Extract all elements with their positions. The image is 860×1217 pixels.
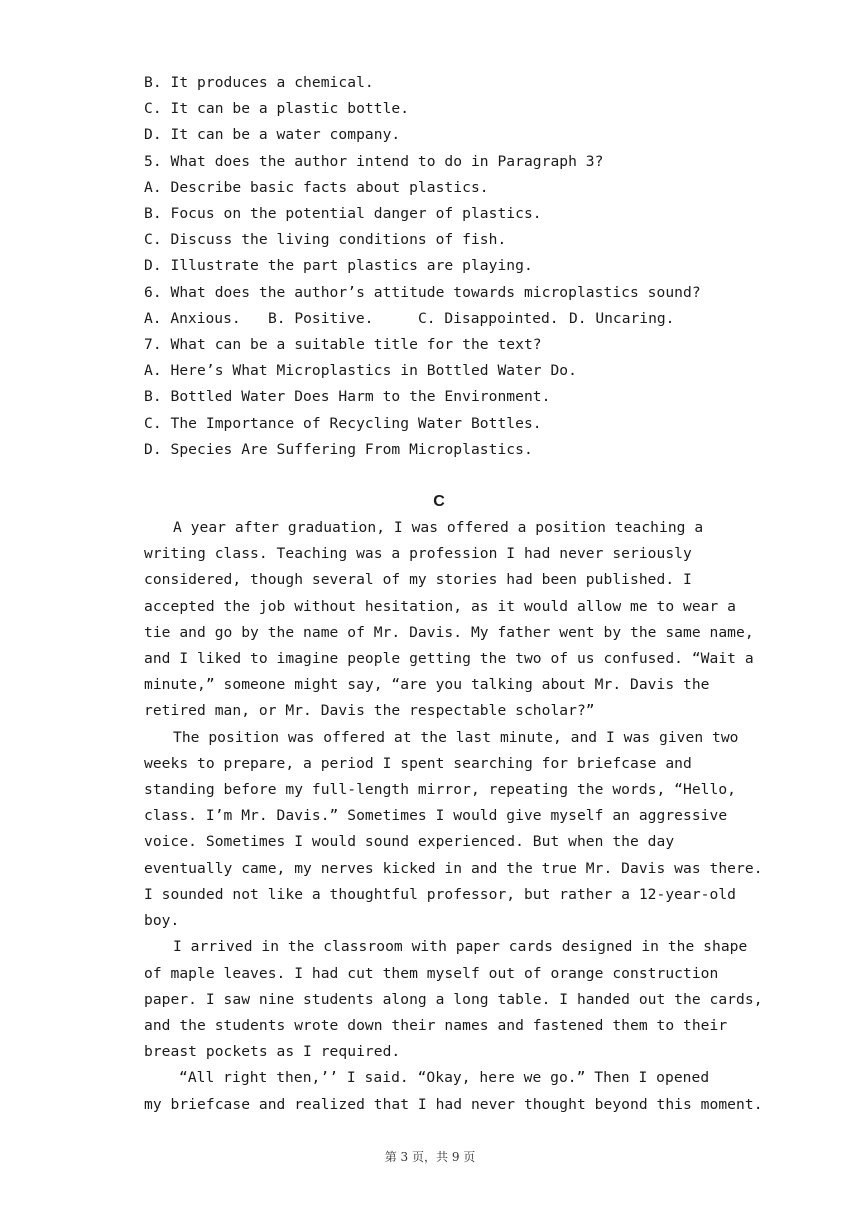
question-6-option-d: D. Uncaring. bbox=[569, 309, 675, 327]
passage-line: “All right then,’’ I said. “Okay, here we go.” Then I opened bbox=[179, 1069, 710, 1087]
page-number-footer: 第 3 页，共 9 页 bbox=[384, 1150, 476, 1164]
passage-line: paper. I saw nine students along a long table. I handed out the cards, bbox=[144, 990, 763, 1008]
question-7-stem: 7. What can be a suitable title for the text? bbox=[144, 336, 542, 354]
question-7-option-b: B. Bottled Water Does Harm to the Environment. bbox=[144, 388, 551, 406]
passage-paragraph-1 bbox=[144, 515, 754, 725]
passage-line: considered, though several of my stories had been published. I bbox=[144, 571, 692, 589]
question-4-option-c: C. It can be a plastic bottle. bbox=[144, 100, 410, 118]
question-5-option-a: A. Describe basic facts about plastics. bbox=[144, 178, 489, 196]
question-7-option-c: C. The Importance of Recycling Water Bottles. bbox=[144, 414, 542, 432]
passage-line: The position was offered at the last minute, and I was given two bbox=[173, 728, 739, 746]
passage-line: of maple leaves. I had cut them myself out of orange construction bbox=[144, 964, 719, 982]
question-6-options bbox=[144, 306, 734, 332]
passage-line: boy. bbox=[144, 912, 180, 930]
passage-line: and I liked to imagine people getting the two of us confused. “Wait a bbox=[144, 650, 754, 668]
question-5-option-d: D. Illustrate the part plastics are playing. bbox=[144, 257, 533, 275]
passage-paragraph-4 bbox=[144, 1065, 763, 1117]
passage-title: C bbox=[433, 493, 445, 511]
passage-line: eventually came, my nerves kicked in and the true Mr. Davis was there. bbox=[144, 859, 763, 877]
question-6-option-b: B. Positive. bbox=[268, 309, 374, 327]
question-6-option-a: A. Anxious. bbox=[144, 309, 241, 327]
passage-line: minute,” someone might say, “are you talking about Mr. Davis the bbox=[144, 676, 710, 694]
question-5-option-c: C. Discuss the living conditions of fish. bbox=[144, 231, 507, 249]
passage-line: voice. Sometimes I would sound experienced. But when the day bbox=[144, 833, 675, 851]
question-7-option-d: D. Species Are Suffering From Microplastics. bbox=[144, 440, 533, 458]
passage-line: tie and go by the name of Mr. Davis. My father went by the same name, bbox=[144, 623, 754, 641]
passage-line: A year after graduation, I was offered a position teaching a bbox=[173, 519, 704, 537]
passage-line: breast pockets as I required. bbox=[144, 1043, 401, 1061]
question-5-option-b: B. Focus on the potential danger of plastics. bbox=[144, 205, 542, 223]
passage-line: standing before my full-length mirror, repeating the words, “Hello, bbox=[144, 781, 737, 799]
passage-line: and the students wrote down their names and fastened them to their bbox=[144, 1016, 728, 1034]
passage-paragraph-2 bbox=[144, 725, 763, 935]
passage-line: I arrived in the classroom with paper cards designed in the shape bbox=[173, 938, 748, 956]
question-7-option-a: A. Here’s What Microplastics in Bottled Water Do. bbox=[144, 362, 577, 380]
passage-line: accepted the job without hesitation, as it would allow me to wear a bbox=[144, 597, 737, 615]
question-6-stem: 6. What does the author’s attitude towards microplastics sound? bbox=[144, 283, 701, 301]
passage-line: retired man, or Mr. Davis the respectable scholar?” bbox=[144, 702, 595, 720]
passage-line: I sounded not like a thoughtful professor, but rather a 12-year-old bbox=[144, 885, 737, 903]
passage-line: my briefcase and realized that I had never thought beyond this moment. bbox=[144, 1095, 763, 1113]
question-5-stem: 5. What does the author intend to do in Paragraph 3? bbox=[144, 152, 604, 170]
passage-line: weeks to prepare, a period I spent searching for briefcase and bbox=[144, 754, 692, 772]
question-4-option-d: D. It can be a water company. bbox=[144, 126, 401, 144]
passage-line: class. I’m Mr. Davis.” Sometimes I would give myself an aggressive bbox=[144, 807, 728, 825]
passage-line: writing class. Teaching was a profession I had never seriously bbox=[144, 545, 692, 563]
page-content bbox=[144, 70, 763, 1118]
question-4-option-b: B. It produces a chemical. bbox=[144, 74, 374, 91]
question-6-option-c: C. Disappointed. bbox=[418, 309, 559, 327]
passage-paragraph-3 bbox=[144, 934, 763, 1065]
